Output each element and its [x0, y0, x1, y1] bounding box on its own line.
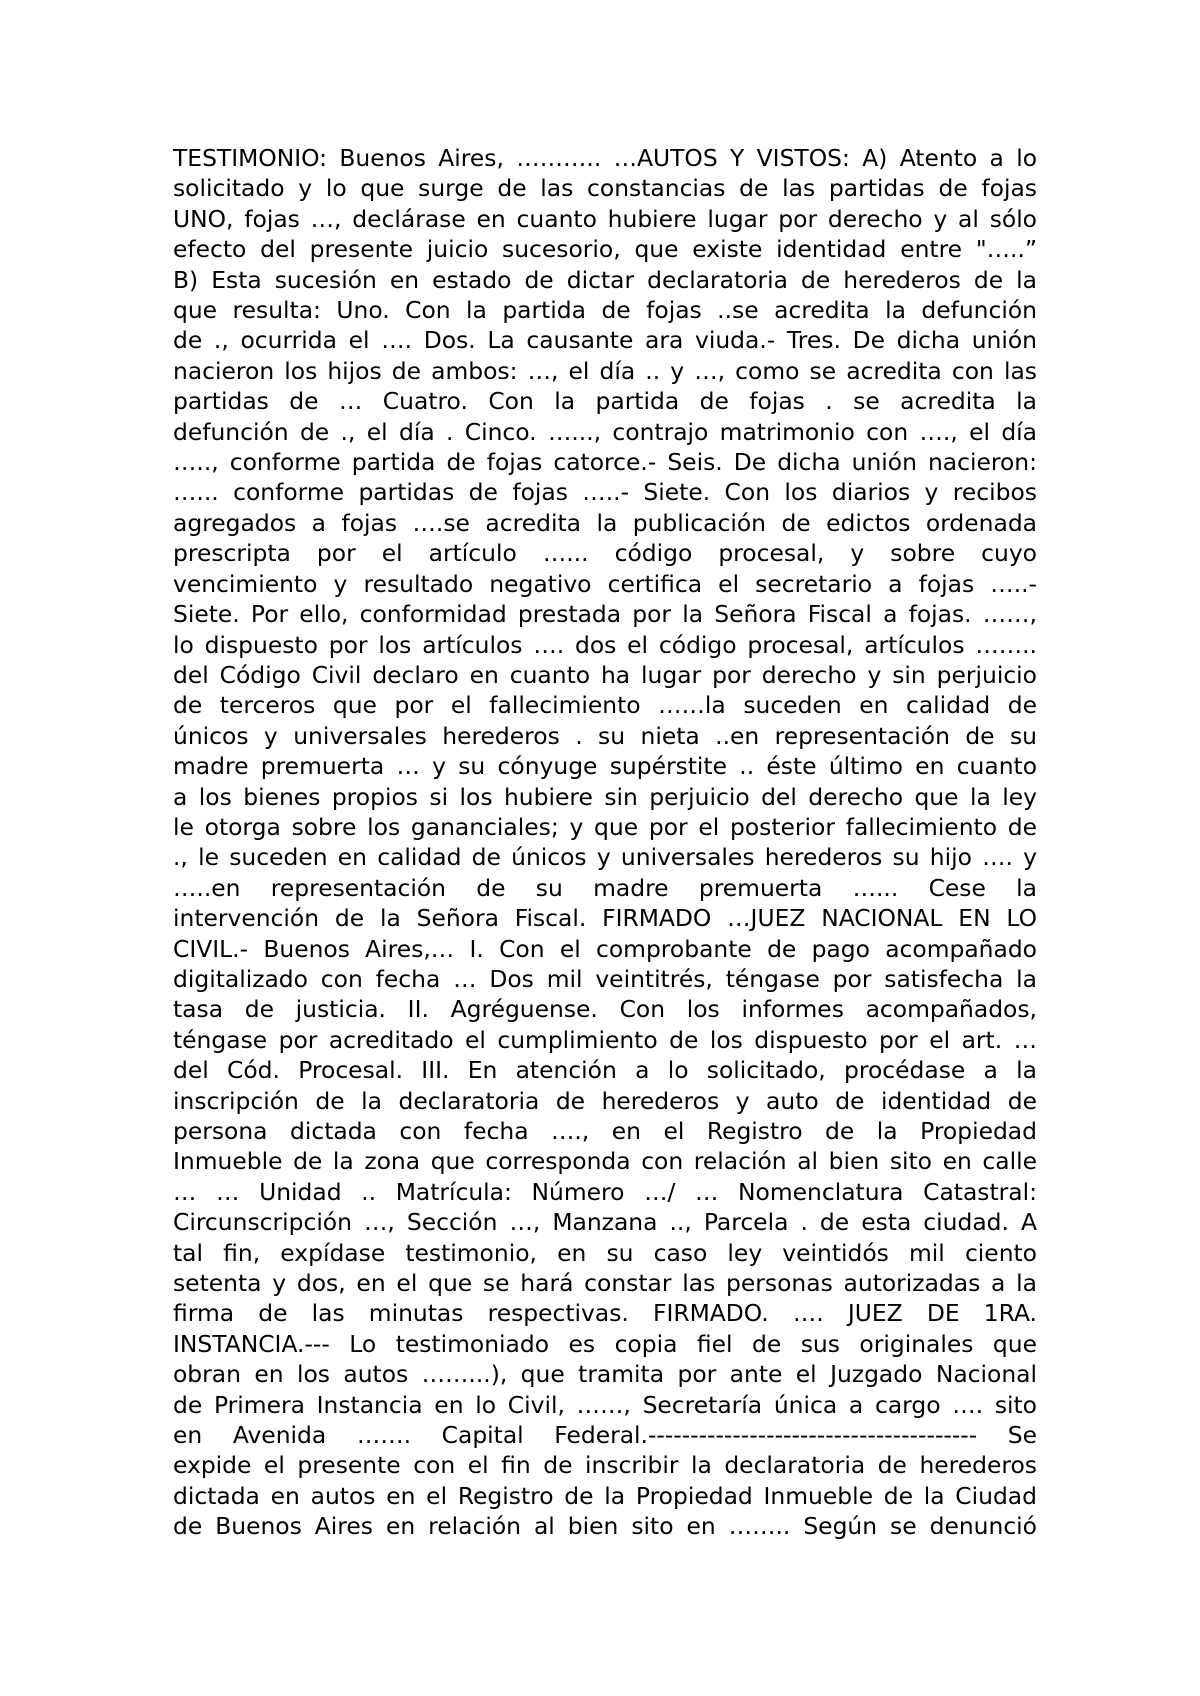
text-line: tal fin, expídase testimonio, en su caso ley veintidós mil ciento [173, 1238, 1037, 1267]
text-line: del Cód. Procesal. III. En atención a lo solicitado, procédase a la [173, 1056, 1037, 1085]
text-line: solicitado y lo que surge de las constancias de las partidas de fojas [173, 174, 1037, 203]
text-line: tasa de justicia. II. Agréguense. Con los informes acompañados, [173, 995, 1037, 1024]
text-line: …..en representación de su madre premuerta …... Cese la [173, 873, 1037, 902]
text-line: expide el presente con el fin de inscribir la declaratoria de herederos [173, 1451, 1037, 1480]
text-line: dictada en autos en el Registro de la Propiedad Inmueble de la Ciudad [173, 1481, 1037, 1510]
text-line: ., le suceden en calidad de únicos y universales herederos su hijo …. y [173, 843, 1037, 872]
text-line: … … Unidad .. Matrícula: Número …/ … Nomenclatura Catastral: [173, 1177, 1037, 1206]
text-line: agregados a fojas ….se acredita la publicación de edictos ordenada [173, 508, 1037, 537]
text-line: digitalizado con fecha … Dos mil veintitrés, téngase por satisfecha la [173, 964, 1037, 993]
text-line: firma de las minutas respectivas. FIRMADO. …. JUEZ DE 1RA. [173, 1299, 1037, 1328]
text-line: a los bienes propios si los hubiere sin perjuicio del derecho que la ley [173, 782, 1037, 811]
text-line: efecto del presente juicio sucesorio, que existe identidad entre "…..” [173, 235, 1037, 264]
text-line: que resulta: Uno. Con la partida de fojas ..se acredita la defunción [173, 296, 1037, 325]
text-line: intervención de la Señora Fiscal. FIRMADO …JUEZ NACIONAL EN LO [173, 904, 1037, 933]
text-line: Inmueble de la zona que corresponda con relación al bien sito en calle [173, 1147, 1037, 1176]
text-line: persona dictada con fecha …., en el Registro de la Propiedad [173, 1117, 1037, 1145]
text-line: Circunscripción …, Sección …, Manzana .., Parcela . de esta ciudad. A [173, 1208, 1037, 1237]
text-line: nacieron los hijos de ambos: …, el día .. y …, como se acredita con las [173, 356, 1037, 385]
text-line: UNO, fojas …, declárase en cuanto hubiere lugar por derecho y al sólo [173, 204, 1037, 233]
text-line: Siete. Por ello, conformidad prestada por la Señora Fiscal a fojas. ……, [173, 600, 1037, 629]
text-line: le otorga sobre los gananciales; y que por el posterior fallecimiento de [173, 812, 1037, 841]
text-line: de ., ocurrida el …. Dos. La causante ara viuda.- Tres. De dicha unión [173, 326, 1037, 355]
text-line: defunción de ., el día . Cinco. …..., contrajo matrimonio con …., el día [173, 417, 1037, 446]
testimonio-text [173, 143, 1037, 1542]
text-line: en Avenida ……. Capital Federal.--------------------------------------- Se [173, 1421, 1037, 1450]
text-line: …... conforme partidas de fojas …..- Siete. Con los diarios y recibos [173, 478, 1037, 507]
text-line: téngase por acreditado el cumplimiento de los dispuesto por el art. … [173, 1025, 1037, 1054]
text-line: de Primera Instancia en lo Civil, ……, Secretaría única a cargo …. sito [173, 1390, 1037, 1419]
text-line: INSTANCIA.--- Lo testimoniado es copia fiel de sus originales que [173, 1329, 1037, 1358]
text-line: obran en los autos ……...), que tramita por ante el Juzgado Nacional [173, 1360, 1037, 1389]
text-line: B) Esta sucesión en estado de dictar declaratoria de herederos de la [173, 265, 1037, 294]
text-line: ….., conforme partida de fojas catorce.- Seis. De dicha unión nacieron: [173, 448, 1037, 477]
text-line: setenta y dos, en el que se hará constar las personas autorizadas a la [173, 1269, 1037, 1298]
text-line: de Buenos Aires en relación al bien sito en …….. Según se denunció [173, 1512, 1037, 1541]
text-line: lo dispuesto por los artículos …. dos el código procesal, artículos …….. [173, 630, 1037, 659]
text-line: TESTIMONIO: Buenos Aires, ……….. …AUTOS Y VISTOS: A) Atento a lo [173, 144, 1037, 172]
text-line: del Código Civil declaro en cuanto ha lugar por derecho y sin perjuicio [173, 660, 1037, 689]
text-line: madre premuerta … y su cónyuge supérstite .. éste último en cuanto [173, 752, 1037, 781]
text-line: inscripción de la declaratoria de herederos y auto de identidad de [173, 1086, 1037, 1115]
text-line: CIVIL.- Buenos Aires,… I. Con el comprobante de pago acompañado [173, 934, 1037, 963]
text-line: partidas de … Cuatro. Con la partida de fojas . se acredita la [173, 387, 1037, 416]
text-line: prescripta por el artículo …... código procesal, y sobre cuyo [173, 539, 1037, 568]
text-line: vencimiento y resultado negativo certifica el secretario a fojas …..- [173, 569, 1037, 598]
text-line: de terceros que por el fallecimiento ……la suceden en calidad de [173, 691, 1037, 720]
text-line: únicos y universales herederos . su nieta ..en representación de su [173, 721, 1037, 750]
